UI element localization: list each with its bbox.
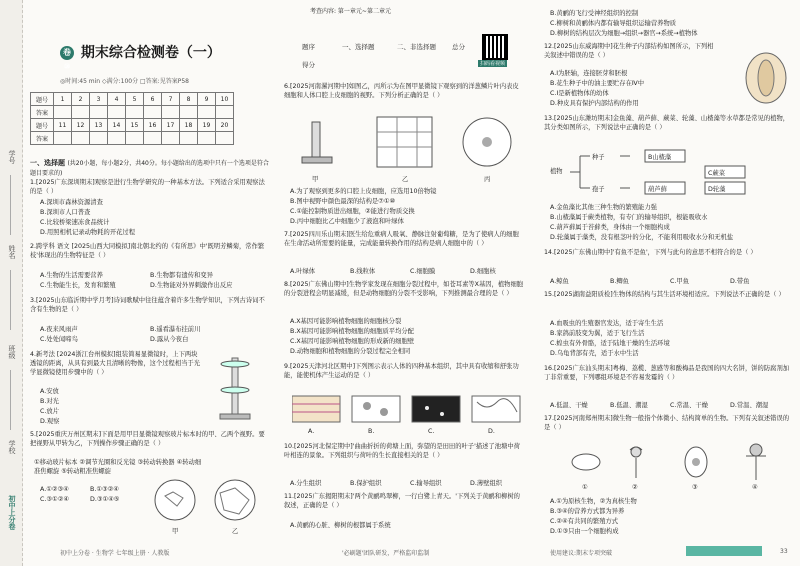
scope-header: 考查内容: 第一章元~第二章元 (310, 8, 391, 15)
question-4: 4.新考法 [2024浙江台州模拟]组装简易显微镜时，上下两块透镜的距离，从具有到最大且清晰的物像，这个过程相当于光学显微镜使用步骤中的（ ） (30, 351, 201, 376)
option[interactable]: D.种皮具有保护内部结构的作用 (550, 100, 639, 107)
option[interactable]: A. (308, 428, 315, 435)
margin-label-student-no: 学号 (8, 150, 16, 164)
tab-total: 总分 (452, 43, 465, 51)
option[interactable]: C.甲鱼 (670, 278, 689, 285)
option[interactable]: C.①能控制物质进出细胞，②能进行物质交换 (290, 208, 415, 215)
answer-box[interactable] (180, 132, 198, 145)
grid-cell: 18 (180, 119, 198, 132)
option[interactable]: D.用照相机记录动物耗的开花过程 (40, 229, 136, 236)
grid-cell: 答案 (31, 132, 54, 145)
option[interactable]: D. (488, 428, 495, 435)
question-12: 12.[2025山东威海期中]花生种子内部结构如图所示，下列相关叙述中错误的是（ ） (544, 43, 714, 59)
option[interactable]: A.I为胚轴，连接胚芽和胚根 (550, 70, 628, 77)
option[interactable]: A.鲸鱼 (550, 278, 569, 285)
option[interactable]: D.细胞核 (470, 268, 496, 275)
option[interactable]: C.处处闻啼鸟 (40, 336, 78, 343)
question-13: 13.[2025山东潍坊期末]金鱼藻、葫芦藓、蕨菜、轮藻、山楂藻等水草都是常见的植物，其分类如图所示，下列说法中正确的是（ ） (544, 115, 790, 131)
figure-number: ③ (692, 484, 698, 491)
grid-cell: 14 (108, 119, 126, 132)
grid-cell: 13 (90, 119, 108, 132)
option[interactable]: B.保护组织 (350, 480, 382, 487)
question-9: 9.[2025天津河北区期中]下列图示表示人体的四种基本组织，其中具有收缩和舒张功能，能使机体产生运动的是（ ） (284, 363, 519, 379)
microorganism-figures (566, 440, 776, 486)
grid-cell: 17 (162, 119, 180, 132)
option[interactable]: A.夜来风雨声 (40, 326, 78, 333)
margin-label-name: 姓名 (8, 245, 16, 259)
grid-cell: 16 (144, 119, 162, 132)
grid-cell: 答案 (31, 106, 54, 119)
footer-tag (686, 546, 762, 556)
option[interactable]: D.露从今夜白 (150, 336, 189, 343)
option[interactable]: C.③①②④ (40, 496, 69, 503)
page-title (60, 42, 221, 71)
question-11: 11.[2025广东揭阳期末]'两个黄鹂鸣翠柳，一行白鹭上青天。'下列关于黄鹂和柳树的叙述，正确的是（ ） (284, 493, 520, 509)
grid-cell: 9 (198, 93, 216, 106)
figure-number: ① (582, 484, 588, 491)
tree-leaf: B山楂藻 (648, 154, 672, 161)
qr-label: 扫码看视频 (480, 61, 506, 67)
section-heading (30, 158, 272, 177)
figure-label: 乙 (232, 528, 239, 535)
answer-box[interactable] (126, 132, 144, 145)
margin-label-school: 学校 (8, 440, 16, 454)
option[interactable]: D.薄壁组织 (470, 480, 503, 487)
answer-box[interactable] (126, 106, 144, 119)
option[interactable]: A.安放 (40, 388, 59, 395)
grid-cell: 19 (198, 119, 216, 132)
tree-leaf: D轮藻 (708, 186, 726, 193)
question-17: 17.[2025河南郑州期末]微生物一般指个体微小、结构简单的生物。下列有关叙述错误的是（ ） (544, 415, 790, 431)
answer-box[interactable] (216, 132, 234, 145)
grid-cell: 题号 (31, 93, 54, 106)
option[interactable]: C.生物能生长，发育和繁殖 (40, 282, 116, 289)
answer-box[interactable] (216, 106, 234, 119)
option[interactable]: C.I是新植物体的幼体 (550, 90, 609, 97)
option[interactable]: B.山楂藻属于蕨类植物，有专门的输导组织，根能吸收水 (550, 214, 708, 221)
figure-number: ② (632, 484, 638, 491)
option[interactable]: D.丙中细胞比乙中细胞少了液泡和叶绿体 (290, 218, 404, 225)
option[interactable]: D.柳树的结构层次为细胞→组织→器官→系统→植物体 (550, 30, 698, 37)
footer-middle: '必刷题'团队研发，严格监印监制 (342, 550, 430, 557)
answer-box[interactable] (108, 106, 126, 119)
answer-box[interactable] (162, 132, 180, 145)
question-5: 5.[2025重庆万州区期末]下面是用甲目显微镜观察玻片标本时的甲、乙两个视野。要把视野从甲转为乙，下列操作步骤正确的是（ ） (30, 431, 265, 447)
question-3: 3.[2025山东临沂期中学月考]诗词歌赋中往往蕴含着许多生物学知识，下列古诗词不含有生物的是（ ） (30, 297, 265, 313)
option[interactable]: B. (368, 428, 375, 435)
footer-right: 使用建议:期末专项突破 (550, 550, 613, 557)
answer-box[interactable] (54, 106, 72, 119)
answer-box[interactable] (144, 132, 162, 145)
question-16: 16.[2025广东汕头期末]粤梅、荔榄、葱感等和酸梅品是我国的四大名饼，饼的防腐剂加丁非常重要，下列哪组环境是不容易发霉的（ ） (544, 365, 790, 381)
option[interactable]: A.金鱼藻比其他三种生物的繁殖能力强 (550, 204, 657, 211)
title-badge: 卷⑩ (60, 46, 74, 60)
grid-cell: 6 (144, 93, 162, 106)
option[interactable]: B.花生种子中的油主要贮存在Ⅳ中 (550, 80, 644, 87)
answer-box[interactable] (54, 132, 72, 145)
margin-label-class: 班级 (8, 345, 16, 359)
option[interactable]: D.常温、潮湿 (730, 402, 769, 409)
figure-label: 丙 (484, 176, 491, 183)
answer-box[interactable] (72, 106, 90, 119)
question-6: 6.[2025河南漯河期中]如图乙，丙所示为在图甲显微镜下观察到的洋葱鳞片叶内表皮细胞和人体口腔上皮细胞的视野。下列分析正确的是（ ） (284, 83, 519, 99)
simple-microscope-figure (210, 352, 265, 422)
right-page (536, 0, 800, 566)
tree-node: 孢子 (592, 186, 605, 193)
option[interactable]: D.观察 (40, 418, 60, 425)
section-note: (共20小题，每小题2分，共40分。每小题给出的选项中只有一个选项是符合题目要求的) (30, 160, 269, 177)
figure-label: 乙 (402, 176, 409, 183)
answer-box[interactable] (144, 106, 162, 119)
grid-cell: 题号 (31, 119, 54, 132)
option[interactable]: D.轮藻属于藻类，没有根茎叶的分化，不能利用吸收水分和无机盐 (550, 234, 734, 241)
option[interactable]: B.低温、潮湿 (610, 402, 648, 409)
option[interactable]: D.动物细胞和植物细胞的分裂过程完全相同 (290, 348, 411, 355)
option[interactable]: A.黄鹂的心脏、柳树的根都属于系统 (290, 522, 391, 529)
grid-cell: 15 (126, 119, 144, 132)
grid-cell: 4 (108, 93, 126, 106)
grid-cell: 1 (54, 93, 72, 106)
title-text: 期末综合检测卷（一） (80, 45, 221, 61)
figure-number: ④ (752, 484, 758, 491)
option[interactable]: D.③①④⑤ (90, 496, 120, 503)
option[interactable]: C.②④有共同的繁殖方式 (550, 518, 619, 525)
option[interactable]: C.X基因可能影响植物细胞的形成新的细胞壁 (290, 338, 415, 345)
tab-choice: 一、选择题 (342, 43, 375, 51)
option[interactable]: A.①为原核生物，②为真核生物 (550, 498, 637, 505)
option[interactable]: B.生物都有遗传和变异 (150, 272, 213, 279)
option[interactable]: C.葫芦藓属于苔藓类，身体由一个细胞构成 (550, 224, 670, 231)
option[interactable]: D.生物能对外界刺激作出反应 (150, 282, 233, 289)
grid-cell: 8 (180, 93, 198, 106)
option[interactable]: C.柳树和黄鹂体内都有输导组织运输营养物质 (550, 20, 677, 27)
answer-box[interactable] (108, 132, 126, 145)
binding-margin (0, 0, 23, 566)
grid-cell: 20 (216, 119, 234, 132)
page-number: 33 (780, 548, 788, 555)
option[interactable]: A.生物的生活需要营养 (40, 272, 103, 279)
question-1: 1.[2025广东深圳期末]观察是进行生物学研究的一种基本方法。下列适合采用观察法的是（ ） (30, 179, 265, 195)
exam-meta: ◎时间:45 min ◇满分:100分 □答案:见答案P58 (60, 78, 189, 85)
option[interactable]: C.输导组织 (410, 480, 442, 487)
option[interactable]: D.①③只由一个细胞构成 (550, 528, 619, 535)
option[interactable]: C.放片 (40, 408, 59, 415)
option[interactable]: A.X基因可能影响植物细胞的细胞核分裂 (290, 318, 402, 325)
brand-vertical: 初中上分卷 (8, 495, 16, 530)
section-title: 一、选择题 (30, 159, 65, 167)
tree-leaf: C蕨菜 (708, 170, 725, 177)
answer-grid (30, 92, 234, 145)
option[interactable]: B.X基因可能影响植物细胞的细胞质平均分配 (290, 328, 414, 335)
option[interactable]: B.对光 (40, 398, 59, 405)
option[interactable]: D.乌龟背部有壳，适于水中生活 (550, 350, 639, 357)
option[interactable]: D.带鱼 (730, 278, 750, 285)
grid-cell: 11 (54, 119, 72, 132)
footer-left: 初中上分卷 · 生物学 七年级上册 · 人教版 (60, 550, 170, 557)
grid-cell: 10 (216, 93, 234, 106)
option[interactable]: B.家鸽前肢变为翼，适于飞行生活 (550, 330, 645, 337)
option[interactable]: A.血吸虫的生殖器官发达，适于寄生生活 (550, 320, 664, 327)
tab-non-choice: 二、非选择题 (397, 43, 436, 51)
answer-box[interactable] (180, 106, 198, 119)
answer-box[interactable] (90, 106, 108, 119)
option[interactable]: B.鲫鱼 (610, 278, 629, 285)
question-10: 10.[2025河北保定期中]'曲曲折折的荷塘上面，弥望的是田田的叶子'描述了池塘中荷叶相连的景象。下列组织与荷叶的生长直接相关的是（ ） (284, 443, 520, 459)
grid-cell: 5 (126, 93, 144, 106)
peanut-seed-figure (741, 50, 791, 105)
question-2: 2.跨学科 语文 [2025山西大同模拟]南北朝北约的《有所思》中'既明芳鳞菊，常作繁枝'体现出的生物特征是（ ） (30, 243, 265, 259)
option[interactable]: A.深圳市森林资源清查 (40, 199, 103, 206)
tree-node: 种子 (592, 154, 605, 161)
question-15: 15.[2025湖南益阳质检]生物体的结构与其生活环境相适应。下列说法不正确的是（ ） (544, 291, 785, 298)
question-8: 8.[2025广东佛山期中]生物学家发现在细胞分裂过程中，如苍耳素等X基因，植物细胞的分裂进程会明显减缓，但是动物细胞的分裂不受影响，下列推测最合理的是（ ） (284, 281, 524, 297)
tree-root: 植物 (550, 168, 563, 175)
grid-cell: 2 (72, 93, 90, 106)
option[interactable]: B.黄鹂的飞行受神经组织的控制 (550, 10, 639, 17)
answer-box[interactable] (90, 132, 108, 145)
option[interactable]: A.低温、干燥 (550, 402, 588, 409)
option[interactable]: C. (428, 428, 435, 435)
answer-box[interactable] (198, 106, 216, 119)
option[interactable]: B.图中视野中颜色最深的结构是⑦①⑩ (290, 198, 396, 205)
microscope-view-figures (150, 478, 265, 528)
answer-box[interactable] (162, 106, 180, 119)
grid-cell: 7 (162, 93, 180, 106)
option[interactable]: B.遥看瀑布挂前川 (150, 326, 201, 333)
option[interactable]: C.蝗虫有外骨骼，适于陆地干燥的生活环境 (550, 340, 670, 347)
answer-box[interactable] (198, 132, 216, 145)
grid-cell: 12 (72, 119, 90, 132)
grid-cell: 3 (90, 93, 108, 106)
cell-figures (292, 112, 522, 172)
answer-box[interactable] (72, 132, 90, 145)
option[interactable]: A.为了观察到更多的口腔上皮细胞，应选用10倍物镜 (290, 188, 437, 195)
tab-question-order: 题序 (302, 43, 315, 51)
figure-label: 甲 (312, 176, 319, 183)
option[interactable]: A.叶绿体 (290, 268, 316, 275)
question-14: 14.[2025广东佛山期中]'有鱼不是鱼'，下列与此句的意思不相符合的是（ ） (544, 249, 757, 256)
left-page (0, 0, 272, 566)
option[interactable]: B.③④的营养方式都为异养 (550, 508, 625, 515)
middle-page (272, 0, 536, 566)
tissue-figures (292, 392, 522, 428)
question-7: 7.[2025四川乐山期末]医生给危重病人吸氧、静脉注射葡萄糖，是为了使病人的细胞在生命活动所需要的能量，完成能量转换作用的结构是病人细胞中的（ ） (284, 231, 519, 247)
tree-leaf: 葫芦藓 (648, 186, 667, 193)
option[interactable]: C.比较桥梁速冻食品统计 (40, 219, 110, 226)
option[interactable]: B.①③②④ (90, 486, 119, 493)
qr-code[interactable] (482, 34, 508, 60)
question-5-steps: ①移动玻片标本 ②调节光圈和反光镜 ③转动转换器 ④转动细准焦螺旋 ⑤转动粗准焦螺旋 (34, 459, 202, 475)
figure-label: 甲 (172, 528, 179, 535)
option[interactable]: C.细胞膜 (410, 268, 436, 275)
option[interactable]: A.①②③④ (40, 486, 69, 493)
option[interactable]: C.常温、干燥 (670, 402, 708, 409)
option[interactable]: A.分生组织 (290, 480, 322, 487)
option[interactable]: B.线粒体 (350, 268, 376, 275)
tab-score: 得分 (302, 61, 315, 69)
option[interactable]: B.深圳市人口普查 (40, 209, 91, 216)
